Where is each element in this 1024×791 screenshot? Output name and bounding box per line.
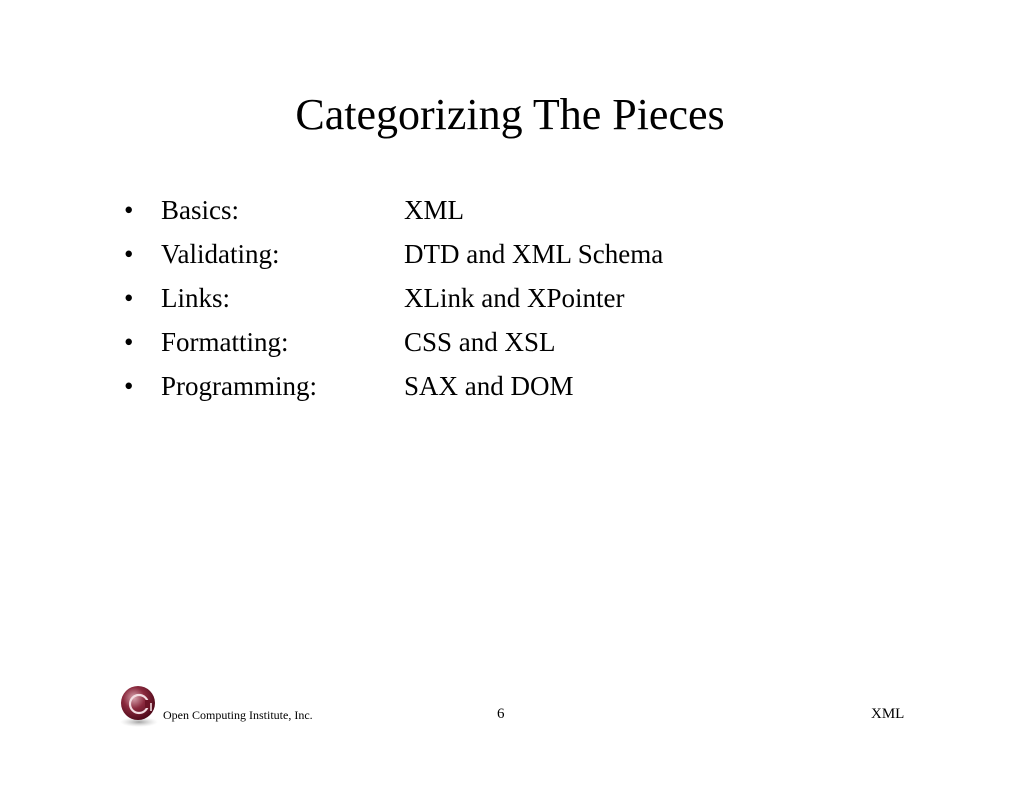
section-label: XML <box>871 706 905 722</box>
item-value: XML <box>404 195 464 225</box>
bullet-icon: • <box>124 283 134 313</box>
item-label: Links: <box>161 283 231 313</box>
slide-title: Categorizing The Pieces <box>295 90 725 139</box>
item-value: DTD and XML Schema <box>404 239 664 269</box>
oci-logo-icon <box>118 684 164 730</box>
item-label: Formatting: <box>161 327 289 357</box>
item-label: Basics: <box>161 195 239 225</box>
item-value: XLink and XPointer <box>404 283 625 313</box>
item-value: SAX and DOM <box>404 371 574 401</box>
bullet-icon: • <box>124 239 134 269</box>
page-number: 6 <box>497 706 505 722</box>
item-value: CSS and XSL <box>404 327 556 357</box>
item-label: Programming: <box>161 371 317 401</box>
bullet-icon: • <box>124 371 134 401</box>
company-name: Open Computing Institute, Inc. <box>163 708 313 722</box>
bullet-icon: • <box>124 195 134 225</box>
item-label: Validating: <box>161 239 280 269</box>
bullet-icon: • <box>124 327 134 357</box>
